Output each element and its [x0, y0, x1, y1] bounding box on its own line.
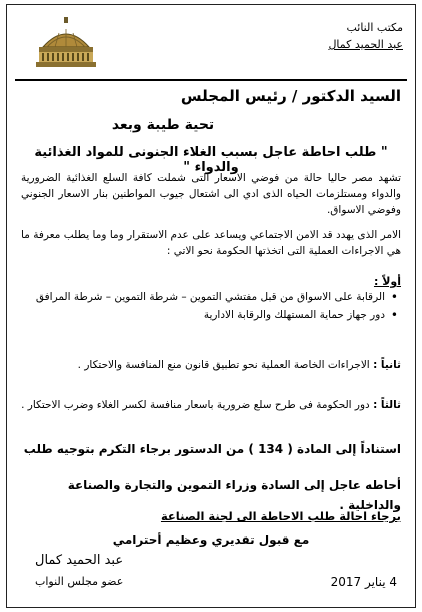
subject-line: " طلب احاطة عاجل بسبب الغلاء الجنونى للمواد الغذائية والدواء " — [34, 145, 388, 175]
greeting: تحية طيبة وبعد — [111, 117, 215, 133]
paragraph-request: الامر الذى يهدد قد الامن الاجتماعي ويساعد على عدم الاستقرار وما وما يطلب معرفة ما هي الاجراءات العملية التى اتخذتها الحكومة نحو الاتي : — [21, 229, 401, 257]
committee-referral: برجاء احالة طلب الاحاطة الى لجنة الصناعة — [160, 509, 401, 523]
document-page — [6, 4, 416, 608]
letter-date: 4 يناير 2017 — [330, 575, 397, 589]
list-item: • الرقابة على الاسواق من قبل مفتشي التموين – شرطة التموين – شرطة المرافق — [21, 289, 385, 305]
sender-name: عبد الحميد كمال — [328, 38, 403, 51]
second-label: ثانياً : — [373, 359, 401, 371]
sender-block — [328, 19, 403, 53]
parliament-dome-logo — [33, 17, 99, 69]
closing-line: مع قبول تقديري وعظيم أحترامي — [112, 533, 310, 547]
third-label: ثالثاً : — [373, 399, 401, 411]
first-heading: أولاً : — [373, 275, 401, 288]
addressee: السيد الدكتور / رئيس المجلس — [180, 87, 401, 105]
constitution-reference: استناداً إلى المادة ( 134 ) من الدستور برجاء التكرم بتوجيه طلب — [23, 442, 401, 456]
second-text: الاجراءات الخاصة العملية نحو تطبيق قانون منع المنافسة والاحتكار . — [77, 359, 374, 371]
paragraph-intro: تشهد مصر حاليا حالة من فوضي الاسعار التى شملت كافة السلع الغذائية الضرورية والدواء ومستلزمات الحياه الذى ادي الى اشتعال جيوب المواطنين بنار الاسعار الجنوني وفوضي الاسواق. — [21, 172, 401, 216]
second-point — [21, 357, 401, 373]
first-items-list — [21, 289, 401, 325]
header-divider — [15, 79, 407, 81]
sender-office: مكتب النائب — [346, 21, 403, 34]
signature-title: عضو مجلس النواب — [35, 575, 124, 588]
third-text: دور الحكومة فى طرح سلع ضرورية باسعار منافسة لكسر الغلاء وضرب الاحتكار . — [21, 399, 374, 411]
list-item: • دور جهاز حماية المستهلك والرقابة الادارية — [21, 307, 385, 323]
ministers-request: أحاطه عاجل إلى السادة وزراء التموين والتجارة والصناعة والداخلية . — [67, 478, 401, 512]
letterhead — [15, 15, 407, 73]
third-point — [21, 397, 401, 413]
signature-name: عبد الحميد كمال — [35, 553, 124, 568]
